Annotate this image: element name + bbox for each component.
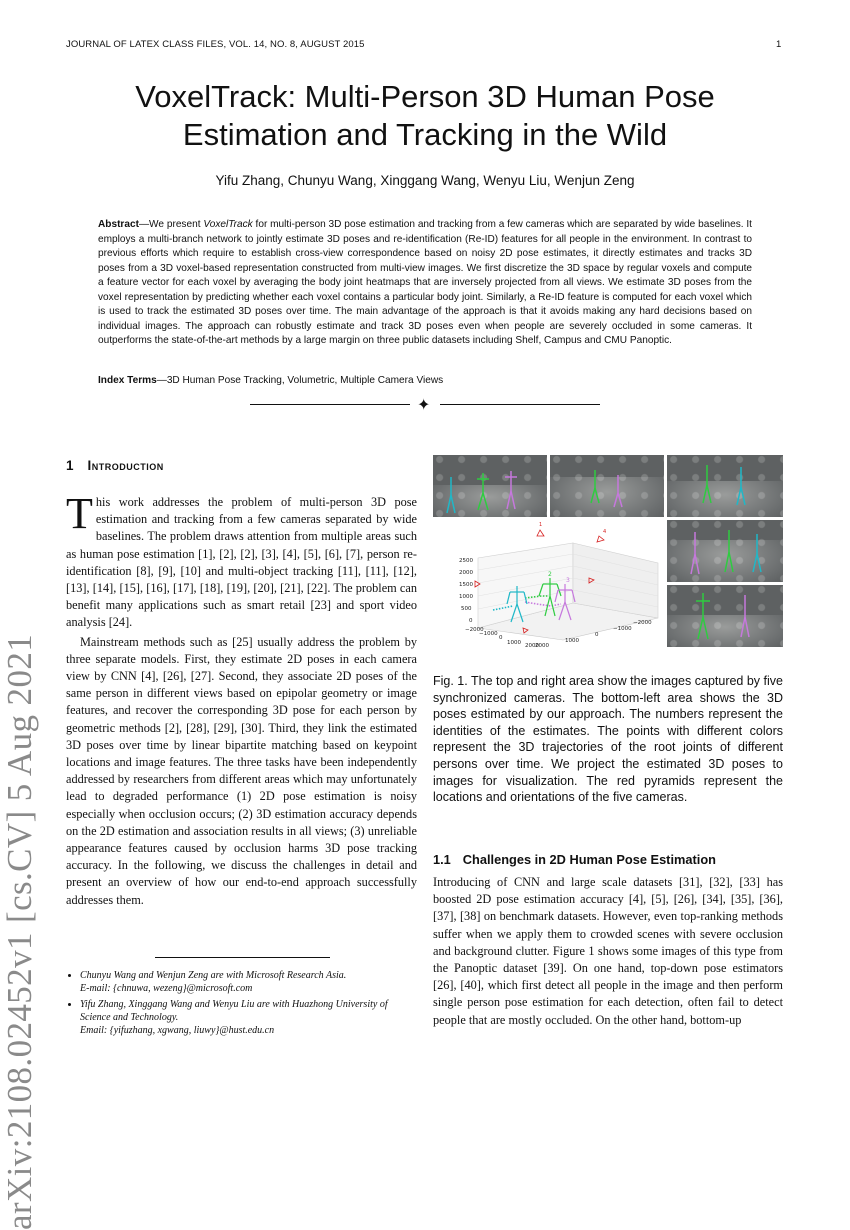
y-tick-label: 2000 — [535, 643, 549, 647]
right-column-text: Introducing of CNN and large scale datasets [31], [32], [33] has boosted 2D pose estimation accuracy [4], [5], [26], [34], [35], [36], [37], [38] on benchmark datasets. However, even top-ranking methods suffer when we apply them to crowded scenes with severe occlusion and background clutter. Figure 1 shows some images of this type from the Panoptic dataset [39]. On one hand, top-down pose estimators [26], [40], which first detect all people in the image and then perform single person pose estimation for each detection, often fail to detect people that are mostly occluded. On the other hand, bottom-up — [433, 875, 783, 1027]
running-header: JOURNAL OF LATEX CLASS FILES, VOL. 14, NO. 8, AUGUST 2015 — [66, 39, 365, 50]
section-number: 1 — [66, 458, 74, 473]
page-number: 1 — [776, 39, 782, 50]
abstract-method-name: VoxelTrack — [203, 219, 253, 230]
index-terms-text: —3D Human Pose Tracking, Volumetric, Multiple Camera Views — [156, 375, 444, 386]
person-id-label: 3 — [566, 577, 570, 584]
figure-1 — [433, 455, 783, 647]
camera-id-label: 4 — [603, 529, 607, 535]
z-tick-label: 0 — [469, 618, 473, 624]
x-tick-label: −2000 — [465, 627, 484, 633]
pose-3d-plot — [433, 518, 665, 647]
paper-title — [60, 78, 790, 154]
subsection-number: 1.1 — [433, 852, 451, 867]
index-terms — [98, 375, 752, 386]
footnotes — [66, 969, 418, 1039]
divider-diamond-icon: ✦ — [417, 395, 431, 414]
pose-overlay — [667, 585, 783, 647]
camera-view-1 — [433, 455, 547, 517]
z-tick-label: 2500 — [459, 558, 473, 564]
pose-overlay — [550, 455, 664, 517]
pose-overlay — [667, 520, 783, 582]
camera-view-4 — [667, 520, 783, 582]
subsection-heading — [433, 852, 716, 867]
camera-pyramid — [537, 530, 544, 536]
camera-view-2 — [550, 455, 664, 517]
intro-paragraph-2: Mainstream methods such as [25] usually address the problem by three separate models. First, they estimate 2D poses in each camera view by CNN [4], [26], [27]. Second, they associate 2D poses of the same person in different views based on epipolar geometry or image features, and recover the corresponding 3D pose for each person by geometric methods [2], [28], [29], [30]. Third, they link the estimated 3D poses over time by linear bipartite matching based on keypoint locations and image features. The three tasks have been independently addressed by researchers from different areas which may unfortunately lead to degraded performance (1) 2D pose estimation is noisy especially when occlusion occurs; (2) 3D estimation accuracy depends on the 2D estimation and association results in all views; (3) unreliable appearance features caused by occlusion harms 3D pose tracking accuracy. In the following, we discuss the challenges in detail and present an overview of how our end-to-end approach successfully addresses them. — [66, 634, 417, 907]
y-tick-label: 1000 — [565, 638, 579, 644]
z-tick-label: 500 — [461, 606, 472, 612]
y-tick-label: 0 — [595, 632, 599, 638]
abstract-label: Abstract — [98, 219, 139, 230]
x-tick-label: 0 — [499, 635, 503, 641]
section-title: Introduction — [87, 458, 164, 473]
author-list: Yifu Zhang, Chunyu Wang, Xinggang Wang, Wenyu Liu, Wenjun Zeng — [215, 173, 635, 188]
abstract-dash: —We present — [138, 219, 204, 230]
x-tick-label: 2000 — [525, 643, 539, 647]
z-tick-label: 1500 — [459, 582, 473, 588]
camera-id-labels — [539, 522, 606, 535]
title-line-2: Estimation and Tracking in the Wild — [182, 117, 668, 152]
divider-right — [440, 404, 600, 405]
arxiv-stamp: arXiv:2108.02452v1 [cs.CV] 5 Aug 2021 — [0, 633, 39, 1230]
figure-1-caption: Fig. 1. The top and right area show the images captured by five synchronized cameras. The bottom-left area shows the 3D poses estimated by our approach. The numbers represent the identities of the estimates. The points with different colors represent the 3D trajectories of the root joints of different persons over time. We project the estimated 3D poses to images for visualization. The red pyramids represent the locations and orientations of the five cameras. — [433, 674, 783, 805]
footnote-email: E-mail: {chnuwa, wezeng}@microsoft.com — [80, 983, 253, 995]
subsection-title: Challenges in 2D Human Pose Estimation — [462, 852, 716, 867]
person-id-label: 2 — [548, 571, 552, 578]
camera-pyramid — [597, 536, 604, 542]
camera-view-3 — [667, 455, 783, 517]
footnote-affiliation: Yifu Zhang, Xinggang Wang and Wenyu Liu are with Huazhong University of Science and Technology. — [80, 998, 388, 1023]
footnote-item — [80, 998, 418, 1038]
footnote-item — [80, 969, 418, 996]
intro-paragraph-1 — [66, 489, 417, 632]
footnote-email: Email: {yifuzhang, xgwang, liuwy}@hust.edu.cn — [80, 1025, 275, 1037]
intro-paragraph-1-text: his work addresses the problem of multi-person 3D pose estimation and tracking from a few cameras separated by wide baselines. The problem draws attention from multiple areas such as human pose estimation [1], [2], [2], [3], [4], [5], [6], [7], person re-identification [8], [9], [10] and multi-object tracking [11], [11], [12], [13], [14], [15], [16], [17], [18], [19], [20], [21], [22]. The problem can benefit many applications such as smart retail [23] and sport video analysis [24]. — [66, 495, 417, 630]
camera-id-label: 1 — [539, 522, 543, 528]
z-tick-label: 2000 — [459, 570, 473, 576]
x-tick-label: −1000 — [479, 631, 498, 637]
z-tick-labels — [459, 558, 473, 624]
title-line-1: VoxelTrack: Multi-Person 3D Human Pose — [135, 79, 715, 114]
abstract-text: for multi-person 3D pose estimation and tracking from a few cameras which are separated by wide baselines. It employs a multi-branch network to jointly estimate 3D poses and re-identification (Re-ID) features for all people in the environment. In contrast to previous efforts which require to establish cross-view correspondence based on noisy 2D pose estimates, it directly estimates and tracks 3D poses from a 3D voxel-based representation constructed from multi-view images. We first discretize the 3D space by regular voxels and compute a feature vector for each voxel by averaging the body joint heatmaps that are inversely projected from all views. We estimate 3D poses from the voxel representation by predicting whether each voxel contains a particular body joint. Similarly, a Re-ID feature is computed for each voxel which is used to track the estimated 3D poses over time. The main advantage of the approach is that it avoids making any hard decisions based on individual images. The approach can robustly estimate and track 3D poses even when people are severely occluded in some cameras. It outperforms the state-of-the-art methods by a large margin on three public datasets including Shelf, Campus and CMU Panoptic. — [98, 219, 752, 346]
z-tick-label: 1000 — [459, 594, 473, 600]
pose-overlay — [433, 455, 547, 517]
y-tick-label: −2000 — [633, 620, 652, 626]
dropcap-letter: T — [66, 489, 93, 538]
divider-left — [250, 404, 410, 405]
abstract — [98, 218, 752, 349]
y-tick-label: −1000 — [613, 626, 632, 632]
section-heading — [66, 458, 164, 473]
pose-overlay — [667, 455, 783, 517]
intro-column — [66, 489, 417, 909]
x-tick-label: 1000 — [507, 640, 521, 646]
camera-view-5 — [667, 585, 783, 647]
footnote-rule — [155, 957, 330, 958]
index-terms-label: Index Terms — [98, 375, 157, 386]
footnote-affiliation: Chunyu Wang and Wenjun Zeng are with Microsoft Research Asia. — [80, 970, 347, 981]
